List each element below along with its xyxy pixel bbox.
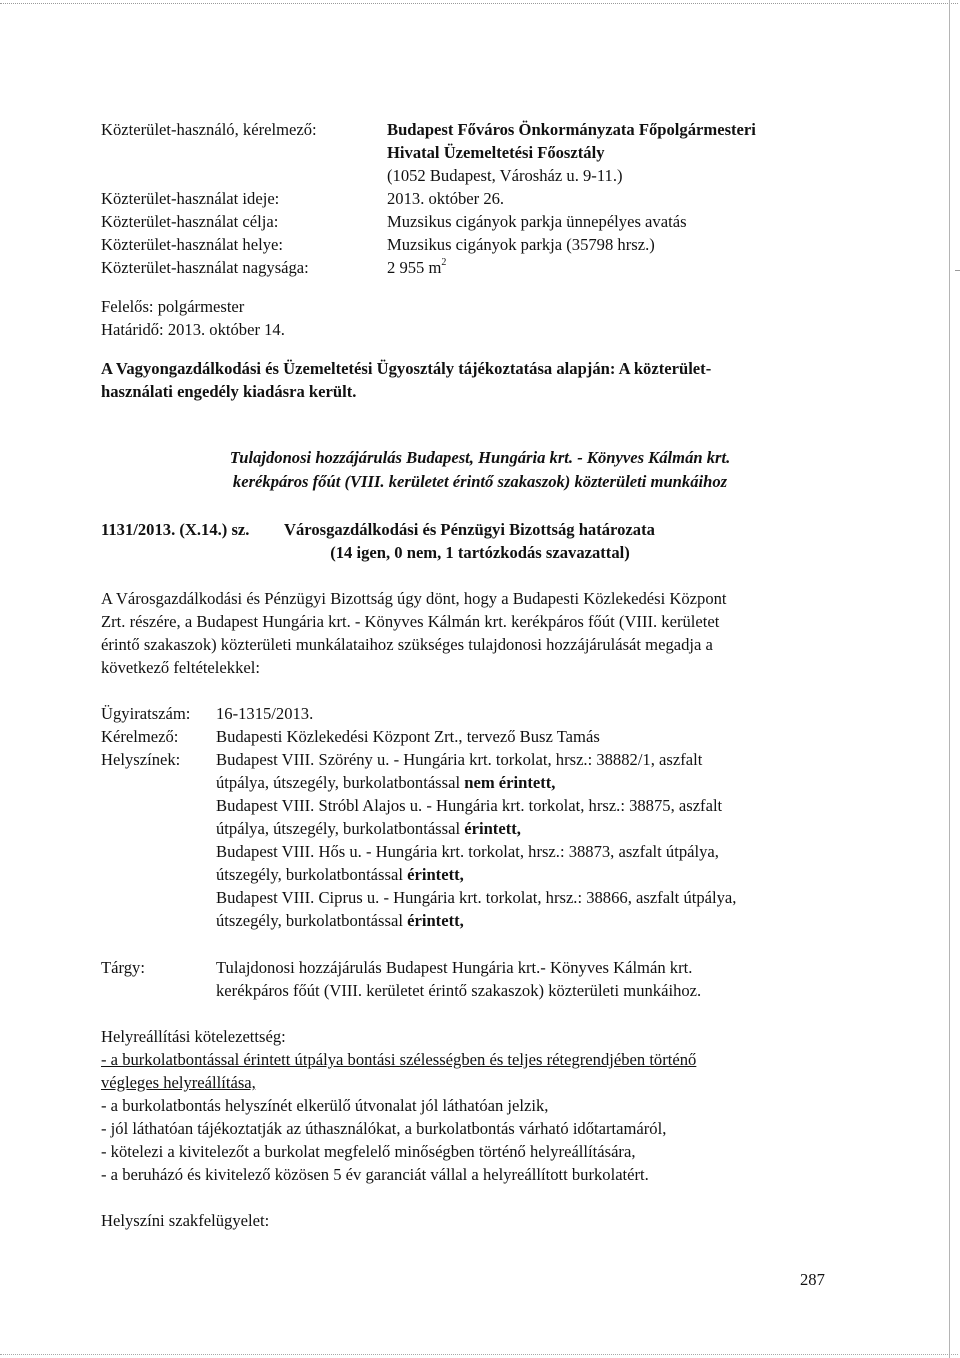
obligation-item-1: - a burkolatbontás helyszínét elkerülő útvonalat jól láthatóan jelzik, bbox=[101, 1096, 549, 1115]
obligation-item-2: - jól láthatóan tájékoztatják az úthasználókat, a burkolatbontás várható időtartamáról, bbox=[101, 1119, 667, 1138]
resolution-number: 1131/2013. (X.14.) sz. bbox=[101, 520, 250, 539]
decision-line-2: Zrt. részére, a Budapest Hungária krt. - Könyves Kálmán krt. kerékpáros főút (VIII. kerületet bbox=[101, 612, 720, 631]
responsible-line: Felelős: polgármester bbox=[101, 297, 245, 316]
scan-edge-bottom bbox=[0, 1354, 958, 1355]
subject-line1: Tulajdonosi hozzájárulás Budapest Hungária krt.- Könyves Kálmán krt. bbox=[216, 958, 693, 977]
obligation-item-3: - kötelezi a kivitelezőt a burkolat megfelelő minőségben történő helyreállítására, bbox=[101, 1142, 636, 1161]
value-usage-place: Muzsikus cigányok parkja (35798 hrsz.) bbox=[387, 235, 655, 254]
obligations-heading: Helyreállítási kötelezettség: bbox=[101, 1027, 286, 1046]
location-1-line1: Budapest VIII. Szörény u. - Hungária krt. torkolat, hrsz.: 38882/1, aszfalt bbox=[216, 750, 703, 769]
info-line-2: használati engedély kiadásra került. bbox=[101, 382, 357, 401]
decision-line-1: A Városgazdálkodási és Pénzügyi Bizottság úgy dönt, hogy a Budapesti Közlekedési Központ bbox=[101, 589, 727, 608]
scan-mark bbox=[955, 270, 960, 279]
location-2-line1: Budapest VIII. Stróbl Alajos u. - Hungária krt. torkolat, hrsz.: 38875, aszfalt bbox=[216, 796, 723, 815]
value-usage-size-text: 2 955 m bbox=[387, 258, 442, 277]
page-number: 287 bbox=[800, 1270, 825, 1289]
decision-line-4: következő feltételekkel: bbox=[101, 658, 260, 677]
location-4-status: érintett, bbox=[407, 911, 464, 930]
supervision-heading: Helyszíni szakfelügyelet: bbox=[101, 1211, 270, 1230]
value-applicant-line2: Hivatal Üzemeltetési Főosztály bbox=[387, 143, 605, 162]
value-usage-purpose: Muzsikus cigányok parkja ünnepélyes avatás bbox=[387, 212, 687, 231]
location-2-status: érintett, bbox=[464, 819, 521, 838]
scan-edge-top bbox=[0, 3, 958, 4]
requester-label: Kérelmező: bbox=[101, 727, 179, 746]
label-usage-time: Közterület-használat ideje: bbox=[101, 189, 280, 208]
subject-label: Tárgy: bbox=[101, 958, 145, 977]
location-2-line2 bbox=[216, 817, 521, 840]
location-4-line1: Budapest VIII. Ciprus u. - Hungária krt. torkolat, hrsz.: 38866, aszfalt útpálya, bbox=[216, 888, 737, 907]
value-usage-size bbox=[387, 256, 446, 279]
resolution-votes: (14 igen, 0 nem, 1 tartózkodás szavazattal) bbox=[330, 543, 630, 562]
value-usage-time: 2013. október 26. bbox=[387, 189, 505, 208]
obligation-first-line-cont: végleges helyreállítása, bbox=[101, 1073, 256, 1092]
decision-line-3: érintő szakaszok) közterületi munkálataihoz szükséges tulajdonosi hozzájárulását megadja a bbox=[101, 635, 713, 654]
section-title-line2: kerékpáros főút (VIII. kerületet érintő szakaszok) közterületi munkáihoz bbox=[232, 472, 728, 491]
location-2-desc: útpálya, útszegély, burkolatbontással bbox=[216, 819, 461, 838]
obligation-item-4: - a beruházó és kivitelező közösen 5 év garanciát vállal a helyreállított burkolatért. bbox=[101, 1165, 649, 1184]
locations-label: Helyszínek: bbox=[101, 750, 181, 769]
scan-edge-right bbox=[949, 0, 950, 1358]
location-3-line1: Budapest VIII. Hős u. - Hungária krt. torkolat, hrsz.: 38873, aszfalt útpálya, bbox=[216, 842, 719, 861]
resolution-title: Városgazdálkodási és Pénzügyi Bizottság határozata bbox=[284, 520, 655, 539]
label-usage-size: Közterület-használat nagysága: bbox=[101, 258, 309, 277]
label-usage-purpose: Közterület-használat célja: bbox=[101, 212, 279, 231]
value-usage-size-exponent: 2 bbox=[441, 257, 447, 269]
case-number-value: 16-1315/2013. bbox=[216, 704, 314, 723]
location-1-desc: útpálya, útszegély, burkolatbontással bbox=[216, 773, 461, 792]
location-1-line2 bbox=[216, 771, 555, 794]
case-number-label: Ügyiratszám: bbox=[101, 704, 191, 723]
subject-line2: kerékpáros főút (VIII. kerületet érintő szakaszok) közterületi munkáihoz. bbox=[216, 981, 702, 1000]
location-3-status: érintett, bbox=[407, 865, 464, 884]
obligation-first-line: - a burkolatbontással érintett útpálya bontási szélességben és teljes rétegrendjében történő bbox=[101, 1050, 697, 1069]
value-applicant-line1: Budapest Főváros Önkormányzata Főpolgármesteri bbox=[387, 120, 756, 139]
info-line-1: A Vagyongazdálkodási és Üzemeltetési Ügyosztály tájékoztatása alapján: A közterület- bbox=[101, 359, 712, 378]
location-1-status: nem érintett, bbox=[464, 773, 556, 792]
location-3-desc: útszegély, burkolatbontással bbox=[216, 865, 403, 884]
deadline-line: Határidő: 2013. október 14. bbox=[101, 320, 285, 339]
requester-value: Budapesti Közlekedési Központ Zrt., tervező Busz Tamás bbox=[216, 727, 600, 746]
location-4-line2 bbox=[216, 909, 464, 932]
section-title-line1: Tulajdonosi hozzájárulás Budapest, Hungária krt. - Könyves Kálmán krt. bbox=[229, 448, 731, 467]
label-applicant: Közterület-használó, kérelmező: bbox=[101, 120, 317, 139]
location-3-line2 bbox=[216, 863, 464, 886]
location-4-desc: útszegély, burkolatbontással bbox=[216, 911, 403, 930]
value-applicant-address: (1052 Budapest, Városház u. 9-11.) bbox=[387, 166, 623, 185]
label-usage-place: Közterület-használat helye: bbox=[101, 235, 283, 254]
